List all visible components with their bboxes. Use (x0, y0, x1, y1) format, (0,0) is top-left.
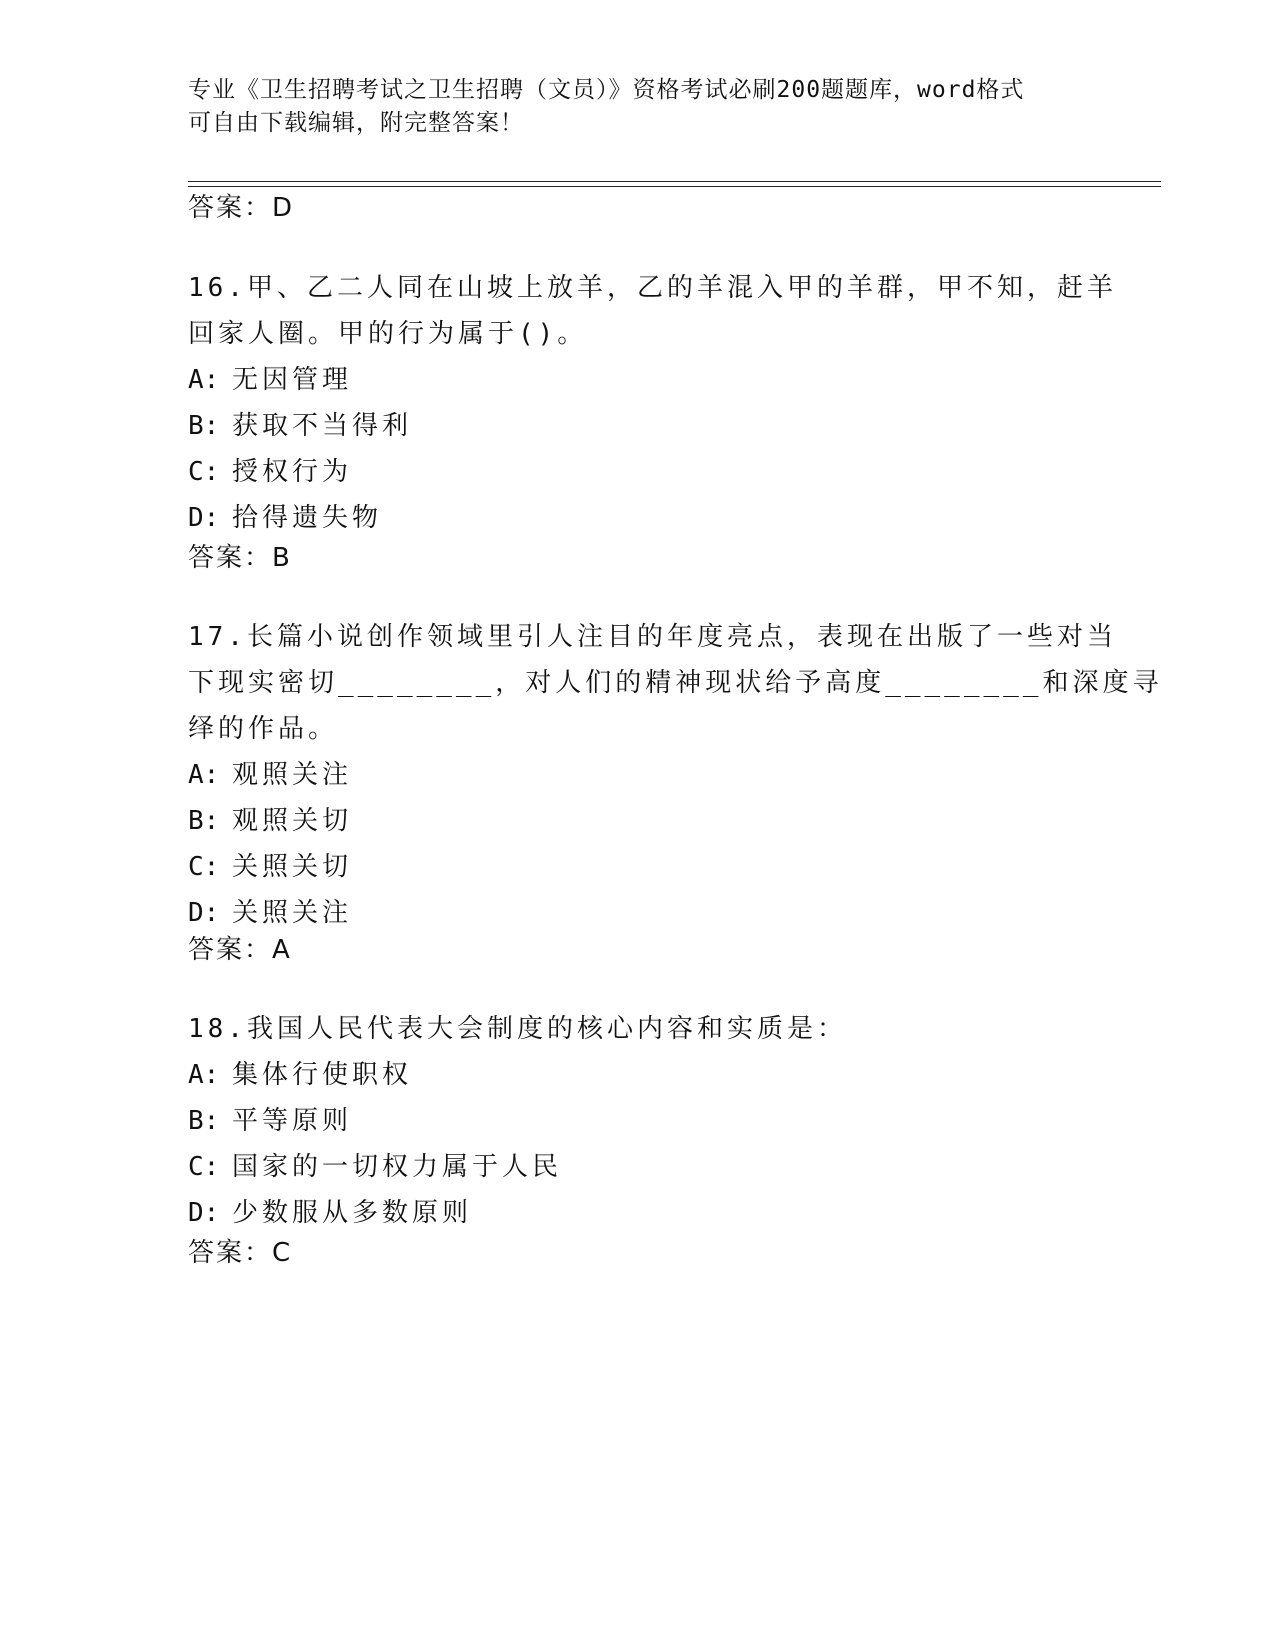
option-text: 平等原则 (232, 1106, 353, 1136)
option-b (188, 403, 1088, 449)
header-divider-bottom (188, 186, 1161, 187)
answer-17: 答案：A (188, 935, 292, 965)
option-c (188, 1144, 1088, 1190)
option-text: 无因管理 (232, 365, 353, 395)
option-text: 拾得遗失物 (232, 503, 383, 533)
option-text: 关照关注 (232, 898, 353, 928)
option-text: 国家的一切权力属于人民 (232, 1152, 563, 1182)
option-d (188, 495, 1088, 541)
question-stem (188, 614, 1163, 752)
option-letter: D: (188, 898, 220, 928)
option-letter: B: (188, 806, 220, 836)
option-letter: C: (188, 1152, 220, 1182)
stem-line: 18.我国人民代表大会制度的核心内容和实质是： (188, 1014, 847, 1044)
option-a (188, 1052, 1088, 1098)
option-letter: C: (188, 852, 220, 882)
option-letter: A: (188, 365, 220, 395)
option-c (188, 844, 1088, 890)
question-16 (188, 265, 1117, 541)
option-a (188, 357, 1088, 403)
stem-line: 17.长篇小说创作领域里引人注目的年度亮点，表现在出版了一些对当 (188, 622, 1117, 652)
stem-line: 绎的作品。 (188, 714, 339, 744)
option-text: 集体行使职权 (232, 1060, 413, 1090)
question-17 (188, 614, 1163, 936)
option-letter: D: (188, 503, 220, 533)
option-text: 关照关切 (232, 852, 353, 882)
option-letter: D: (188, 1198, 220, 1228)
header-line-1: 专业《卫生招聘考试之卫生招聘（文员）》资格考试必刷200题题库，word格式 (188, 77, 1025, 103)
option-letter: B: (188, 1106, 220, 1136)
header-divider-top (188, 181, 1161, 182)
option-text: 观照关注 (232, 760, 353, 790)
option-text: 少数服从多数原则 (232, 1198, 473, 1228)
answer-16: 答案：B (188, 543, 292, 573)
question-stem (188, 1006, 1088, 1052)
option-letter: A: (188, 1060, 220, 1090)
header-line-2: 可自由下载编辑，附完整答案！ (188, 110, 524, 136)
previous-answer: 答案：D (188, 193, 295, 223)
stem-line: 回家人圈。甲的行为属于()。 (188, 319, 588, 349)
option-a (188, 752, 1088, 798)
option-b (188, 798, 1088, 844)
option-letter: A: (188, 760, 220, 790)
option-c (188, 449, 1088, 495)
option-text: 观照关切 (232, 806, 353, 836)
document-header (188, 74, 1088, 140)
stem-line: 下现实密切________，对人们的精神现状给予高度________和深度寻 (188, 668, 1163, 698)
option-d (188, 890, 1088, 936)
option-text: 授权行为 (232, 457, 353, 487)
option-text: 获取不当得利 (232, 411, 413, 441)
option-b (188, 1098, 1088, 1144)
option-letter: B: (188, 411, 220, 441)
stem-line: 16.甲、乙二人同在山坡上放羊，乙的羊混入甲的羊群，甲不知，赶羊 (188, 273, 1117, 303)
option-letter: C: (188, 457, 220, 487)
question-18 (188, 1006, 1088, 1236)
answer-18: 答案：C (188, 1238, 293, 1268)
question-stem (188, 265, 1117, 357)
option-d (188, 1190, 1088, 1236)
